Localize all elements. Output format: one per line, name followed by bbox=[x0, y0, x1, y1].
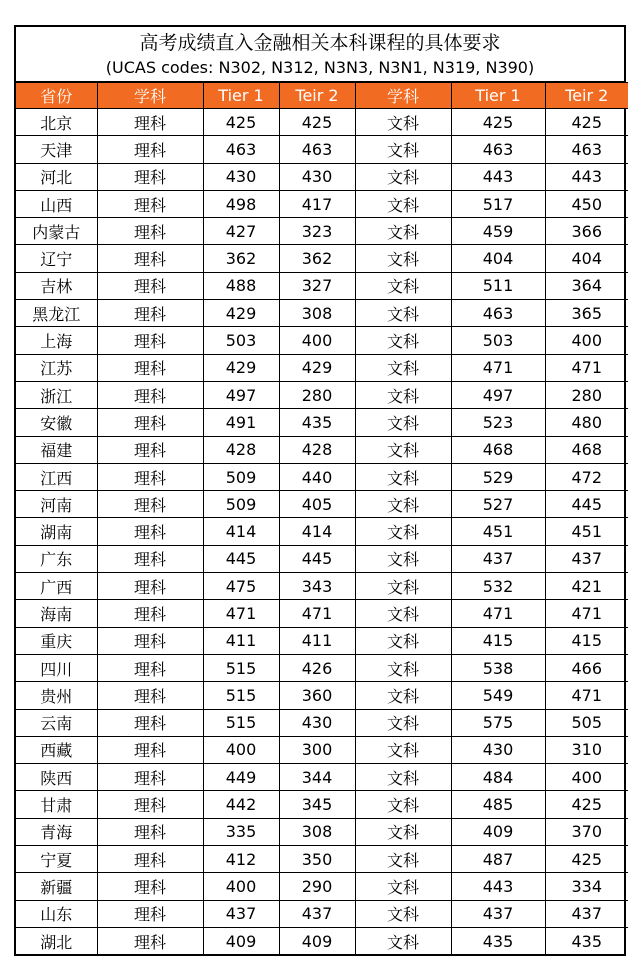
table-cell: 411 bbox=[203, 627, 279, 654]
table-cell: 409 bbox=[451, 818, 545, 845]
table-cell: 437 bbox=[451, 545, 545, 572]
table-cell: 362 bbox=[203, 245, 279, 272]
table-cell: 350 bbox=[279, 846, 355, 873]
table-cell: 360 bbox=[279, 682, 355, 709]
table-cell: 435 bbox=[451, 927, 545, 954]
table-cell: 280 bbox=[545, 381, 628, 408]
table-cell: 421 bbox=[545, 573, 628, 600]
table-cell: 文科 bbox=[355, 409, 451, 436]
table-cell: 文科 bbox=[355, 491, 451, 518]
table-cell: 450 bbox=[545, 190, 628, 217]
table-row bbox=[16, 109, 628, 136]
province-cell: 广东 bbox=[16, 545, 97, 572]
table-body bbox=[16, 109, 628, 955]
table-row bbox=[16, 354, 628, 381]
province-cell: 北京 bbox=[16, 109, 97, 136]
table-cell: 411 bbox=[279, 627, 355, 654]
province-cell: 天津 bbox=[16, 136, 97, 163]
table-cell: 468 bbox=[451, 436, 545, 463]
table-cell: 理科 bbox=[97, 927, 203, 954]
table-cell: 414 bbox=[203, 518, 279, 545]
table-cell: 503 bbox=[203, 327, 279, 354]
table-cell: 472 bbox=[545, 463, 628, 490]
table-cell: 427 bbox=[203, 218, 279, 245]
table-cell: 327 bbox=[279, 272, 355, 299]
table-cell: 415 bbox=[545, 627, 628, 654]
table-row bbox=[16, 791, 628, 818]
table-cell: 443 bbox=[451, 873, 545, 900]
table-row bbox=[16, 491, 628, 518]
province-cell: 贵州 bbox=[16, 682, 97, 709]
table-cell: 文科 bbox=[355, 436, 451, 463]
table-cell: 425 bbox=[279, 109, 355, 136]
table-cell: 468 bbox=[545, 436, 628, 463]
table-cell: 435 bbox=[545, 927, 628, 954]
table-cell: 文科 bbox=[355, 272, 451, 299]
table-cell: 理科 bbox=[97, 409, 203, 436]
table-cell: 459 bbox=[451, 218, 545, 245]
column-header: 学科 bbox=[355, 83, 451, 109]
table-row bbox=[16, 736, 628, 763]
table-cell: 409 bbox=[279, 927, 355, 954]
table-cell: 文科 bbox=[355, 900, 451, 927]
table-cell: 370 bbox=[545, 818, 628, 845]
table-cell: 文科 bbox=[355, 791, 451, 818]
table-cell: 443 bbox=[451, 163, 545, 190]
table-cell: 文科 bbox=[355, 218, 451, 245]
table-cell: 449 bbox=[203, 764, 279, 791]
table-cell: 文科 bbox=[355, 709, 451, 736]
table-row bbox=[16, 436, 628, 463]
table-cell: 308 bbox=[279, 300, 355, 327]
table-row bbox=[16, 163, 628, 190]
table-cell: 488 bbox=[203, 272, 279, 299]
table-row bbox=[16, 600, 628, 627]
province-cell: 湖南 bbox=[16, 518, 97, 545]
table-row bbox=[16, 327, 628, 354]
province-cell: 河南 bbox=[16, 491, 97, 518]
table-cell: 343 bbox=[279, 573, 355, 600]
table-cell: 理科 bbox=[97, 354, 203, 381]
table-cell: 409 bbox=[203, 927, 279, 954]
table-cell: 527 bbox=[451, 491, 545, 518]
table-cell: 理科 bbox=[97, 873, 203, 900]
table-cell: 451 bbox=[451, 518, 545, 545]
table-cell: 511 bbox=[451, 272, 545, 299]
table-cell: 理科 bbox=[97, 463, 203, 490]
table-cell: 文科 bbox=[355, 518, 451, 545]
table-cell: 463 bbox=[451, 300, 545, 327]
table-cell: 429 bbox=[203, 354, 279, 381]
table-cell: 文科 bbox=[355, 573, 451, 600]
column-header: Tier 1 bbox=[203, 83, 279, 109]
table-cell: 理科 bbox=[97, 709, 203, 736]
table-cell: 440 bbox=[279, 463, 355, 490]
table-cell: 430 bbox=[203, 163, 279, 190]
table-cell: 484 bbox=[451, 764, 545, 791]
table-cell: 549 bbox=[451, 682, 545, 709]
table-cell: 430 bbox=[279, 709, 355, 736]
table-cell: 498 bbox=[203, 190, 279, 217]
table-cell: 523 bbox=[451, 409, 545, 436]
table-row bbox=[16, 409, 628, 436]
table-cell: 理科 bbox=[97, 327, 203, 354]
header-row bbox=[16, 83, 628, 109]
table-cell: 509 bbox=[203, 463, 279, 490]
table-cell: 文科 bbox=[355, 873, 451, 900]
table-cell: 429 bbox=[203, 300, 279, 327]
table-row bbox=[16, 573, 628, 600]
table-cell: 理科 bbox=[97, 791, 203, 818]
province-cell: 新疆 bbox=[16, 873, 97, 900]
table-cell: 491 bbox=[203, 409, 279, 436]
table-cell: 文科 bbox=[355, 545, 451, 572]
table-cell: 497 bbox=[203, 381, 279, 408]
table-cell: 445 bbox=[203, 545, 279, 572]
table-row bbox=[16, 190, 628, 217]
column-header: Tier 1 bbox=[451, 83, 545, 109]
table-cell: 466 bbox=[545, 654, 628, 681]
province-cell: 山东 bbox=[16, 900, 97, 927]
table-cell: 471 bbox=[545, 354, 628, 381]
table-cell: 428 bbox=[279, 436, 355, 463]
province-cell: 浙江 bbox=[16, 381, 97, 408]
table-cell: 理科 bbox=[97, 491, 203, 518]
table-row bbox=[16, 627, 628, 654]
table-cell: 463 bbox=[203, 136, 279, 163]
title-block bbox=[16, 27, 624, 82]
table-cell: 471 bbox=[545, 682, 628, 709]
table-cell: 463 bbox=[545, 136, 628, 163]
province-cell: 重庆 bbox=[16, 627, 97, 654]
table-cell: 344 bbox=[279, 764, 355, 791]
table-cell: 445 bbox=[279, 545, 355, 572]
table-cell: 503 bbox=[451, 327, 545, 354]
table-cell: 451 bbox=[545, 518, 628, 545]
table-cell: 300 bbox=[279, 736, 355, 763]
table-cell: 425 bbox=[451, 109, 545, 136]
table-cell: 文科 bbox=[355, 764, 451, 791]
province-cell: 江西 bbox=[16, 463, 97, 490]
table-cell: 515 bbox=[203, 654, 279, 681]
table-cell: 文科 bbox=[355, 736, 451, 763]
table-row bbox=[16, 245, 628, 272]
table-cell: 理科 bbox=[97, 436, 203, 463]
table-title: 高考成绩直入金融相关本科课程的具体要求 bbox=[139, 32, 501, 54]
table-cell: 362 bbox=[279, 245, 355, 272]
province-cell: 江苏 bbox=[16, 354, 97, 381]
table-cell: 文科 bbox=[355, 654, 451, 681]
table-cell: 345 bbox=[279, 791, 355, 818]
table-row bbox=[16, 846, 628, 873]
table-cell: 文科 bbox=[355, 463, 451, 490]
table-cell: 366 bbox=[545, 218, 628, 245]
table-row bbox=[16, 272, 628, 299]
province-cell: 云南 bbox=[16, 709, 97, 736]
province-cell: 上海 bbox=[16, 327, 97, 354]
table-cell: 497 bbox=[451, 381, 545, 408]
table-cell: 515 bbox=[203, 709, 279, 736]
table-cell: 400 bbox=[545, 327, 628, 354]
table-cell: 425 bbox=[545, 109, 628, 136]
table-cell: 文科 bbox=[355, 327, 451, 354]
table-cell: 529 bbox=[451, 463, 545, 490]
table-cell: 文科 bbox=[355, 381, 451, 408]
province-cell: 黑龙江 bbox=[16, 300, 97, 327]
table-cell: 437 bbox=[545, 900, 628, 927]
table-cell: 414 bbox=[279, 518, 355, 545]
table-cell: 310 bbox=[545, 736, 628, 763]
province-cell: 山西 bbox=[16, 190, 97, 217]
table-cell: 471 bbox=[451, 600, 545, 627]
table-cell: 理科 bbox=[97, 846, 203, 873]
table-cell: 425 bbox=[545, 846, 628, 873]
table-row bbox=[16, 463, 628, 490]
table-cell: 471 bbox=[203, 600, 279, 627]
province-cell: 甘肃 bbox=[16, 791, 97, 818]
province-cell: 吉林 bbox=[16, 272, 97, 299]
table-cell: 400 bbox=[203, 736, 279, 763]
table-cell: 文科 bbox=[355, 190, 451, 217]
table-cell: 理科 bbox=[97, 218, 203, 245]
table-cell: 430 bbox=[451, 736, 545, 763]
table-cell: 理科 bbox=[97, 300, 203, 327]
table-cell: 理科 bbox=[97, 109, 203, 136]
table-cell: 文科 bbox=[355, 109, 451, 136]
table-cell: 480 bbox=[545, 409, 628, 436]
table-cell: 理科 bbox=[97, 573, 203, 600]
table-cell: 335 bbox=[203, 818, 279, 845]
table-cell: 404 bbox=[545, 245, 628, 272]
table-cell: 理科 bbox=[97, 518, 203, 545]
table-row bbox=[16, 381, 628, 408]
table-cell: 文科 bbox=[355, 927, 451, 954]
table-cell: 415 bbox=[451, 627, 545, 654]
province-cell: 海南 bbox=[16, 600, 97, 627]
column-header: Teir 2 bbox=[279, 83, 355, 109]
table-cell: 理科 bbox=[97, 600, 203, 627]
province-cell: 四川 bbox=[16, 654, 97, 681]
table-cell: 437 bbox=[203, 900, 279, 927]
table-cell: 509 bbox=[203, 491, 279, 518]
table-cell: 471 bbox=[279, 600, 355, 627]
table-cell: 404 bbox=[451, 245, 545, 272]
table-cell: 364 bbox=[545, 272, 628, 299]
table-cell: 426 bbox=[279, 654, 355, 681]
province-cell: 辽宁 bbox=[16, 245, 97, 272]
table-cell: 文科 bbox=[355, 136, 451, 163]
table-cell: 理科 bbox=[97, 272, 203, 299]
table-row bbox=[16, 818, 628, 845]
table-cell: 437 bbox=[545, 545, 628, 572]
province-cell: 河北 bbox=[16, 163, 97, 190]
table-row bbox=[16, 873, 628, 900]
table-cell: 文科 bbox=[355, 682, 451, 709]
table-cell: 471 bbox=[545, 600, 628, 627]
table-cell: 理科 bbox=[97, 818, 203, 845]
table-row bbox=[16, 136, 628, 163]
score-table bbox=[16, 82, 628, 954]
table-cell: 理科 bbox=[97, 764, 203, 791]
table-row bbox=[16, 300, 628, 327]
province-cell: 宁夏 bbox=[16, 846, 97, 873]
table-cell: 412 bbox=[203, 846, 279, 873]
table-cell: 437 bbox=[279, 900, 355, 927]
table-row bbox=[16, 545, 628, 572]
table-cell: 308 bbox=[279, 818, 355, 845]
table-cell: 理科 bbox=[97, 163, 203, 190]
table-cell: 文科 bbox=[355, 354, 451, 381]
table-row bbox=[16, 927, 628, 954]
table-cell: 400 bbox=[545, 764, 628, 791]
table-cell: 475 bbox=[203, 573, 279, 600]
table-row bbox=[16, 682, 628, 709]
table-cell: 理科 bbox=[97, 654, 203, 681]
table-cell: 463 bbox=[279, 136, 355, 163]
table-cell: 365 bbox=[545, 300, 628, 327]
table-cell: 理科 bbox=[97, 136, 203, 163]
table-cell: 463 bbox=[451, 136, 545, 163]
table-cell: 430 bbox=[279, 163, 355, 190]
table-cell: 400 bbox=[279, 327, 355, 354]
province-cell: 安徽 bbox=[16, 409, 97, 436]
table-row bbox=[16, 518, 628, 545]
province-cell: 广西 bbox=[16, 573, 97, 600]
table-cell: 485 bbox=[451, 791, 545, 818]
table-cell: 280 bbox=[279, 381, 355, 408]
province-cell: 内蒙古 bbox=[16, 218, 97, 245]
table-cell: 文科 bbox=[355, 627, 451, 654]
province-cell: 福建 bbox=[16, 436, 97, 463]
table-cell: 理科 bbox=[97, 736, 203, 763]
province-cell: 湖北 bbox=[16, 927, 97, 954]
table-row bbox=[16, 764, 628, 791]
score-table-sheet bbox=[14, 25, 626, 956]
table-cell: 532 bbox=[451, 573, 545, 600]
table-cell: 文科 bbox=[355, 163, 451, 190]
table-cell: 538 bbox=[451, 654, 545, 681]
province-cell: 陕西 bbox=[16, 764, 97, 791]
table-row bbox=[16, 709, 628, 736]
table-cell: 515 bbox=[203, 682, 279, 709]
table-cell: 文科 bbox=[355, 600, 451, 627]
table-cell: 文科 bbox=[355, 300, 451, 327]
table-cell: 290 bbox=[279, 873, 355, 900]
table-cell: 487 bbox=[451, 846, 545, 873]
table-cell: 435 bbox=[279, 409, 355, 436]
table-cell: 理科 bbox=[97, 900, 203, 927]
table-subtitle: (UCAS codes: N302, N312, N3N3, N3N1, N319, N390) bbox=[105, 58, 535, 77]
table-cell: 理科 bbox=[97, 381, 203, 408]
table-cell: 理科 bbox=[97, 682, 203, 709]
table-cell: 471 bbox=[451, 354, 545, 381]
province-cell: 青海 bbox=[16, 818, 97, 845]
table-cell: 442 bbox=[203, 791, 279, 818]
table-cell: 505 bbox=[545, 709, 628, 736]
table-cell: 400 bbox=[203, 873, 279, 900]
table-row bbox=[16, 654, 628, 681]
table-cell: 425 bbox=[545, 791, 628, 818]
table-cell: 理科 bbox=[97, 245, 203, 272]
table-cell: 文科 bbox=[355, 846, 451, 873]
table-row bbox=[16, 218, 628, 245]
table-cell: 334 bbox=[545, 873, 628, 900]
table-cell: 445 bbox=[545, 491, 628, 518]
column-header: 学科 bbox=[97, 83, 203, 109]
table-cell: 理科 bbox=[97, 545, 203, 572]
table-cell: 575 bbox=[451, 709, 545, 736]
table-cell: 425 bbox=[203, 109, 279, 136]
table-cell: 428 bbox=[203, 436, 279, 463]
table-cell: 417 bbox=[279, 190, 355, 217]
column-header: Teir 2 bbox=[545, 83, 628, 109]
table-row bbox=[16, 900, 628, 927]
column-header: 省份 bbox=[16, 83, 97, 109]
table-cell: 323 bbox=[279, 218, 355, 245]
table-cell: 理科 bbox=[97, 627, 203, 654]
table-cell: 429 bbox=[279, 354, 355, 381]
table-cell: 517 bbox=[451, 190, 545, 217]
table-cell: 437 bbox=[451, 900, 545, 927]
table-cell: 理科 bbox=[97, 190, 203, 217]
table-cell: 405 bbox=[279, 491, 355, 518]
table-cell: 文科 bbox=[355, 818, 451, 845]
province-cell: 西藏 bbox=[16, 736, 97, 763]
table-cell: 文科 bbox=[355, 245, 451, 272]
table-cell: 443 bbox=[545, 163, 628, 190]
